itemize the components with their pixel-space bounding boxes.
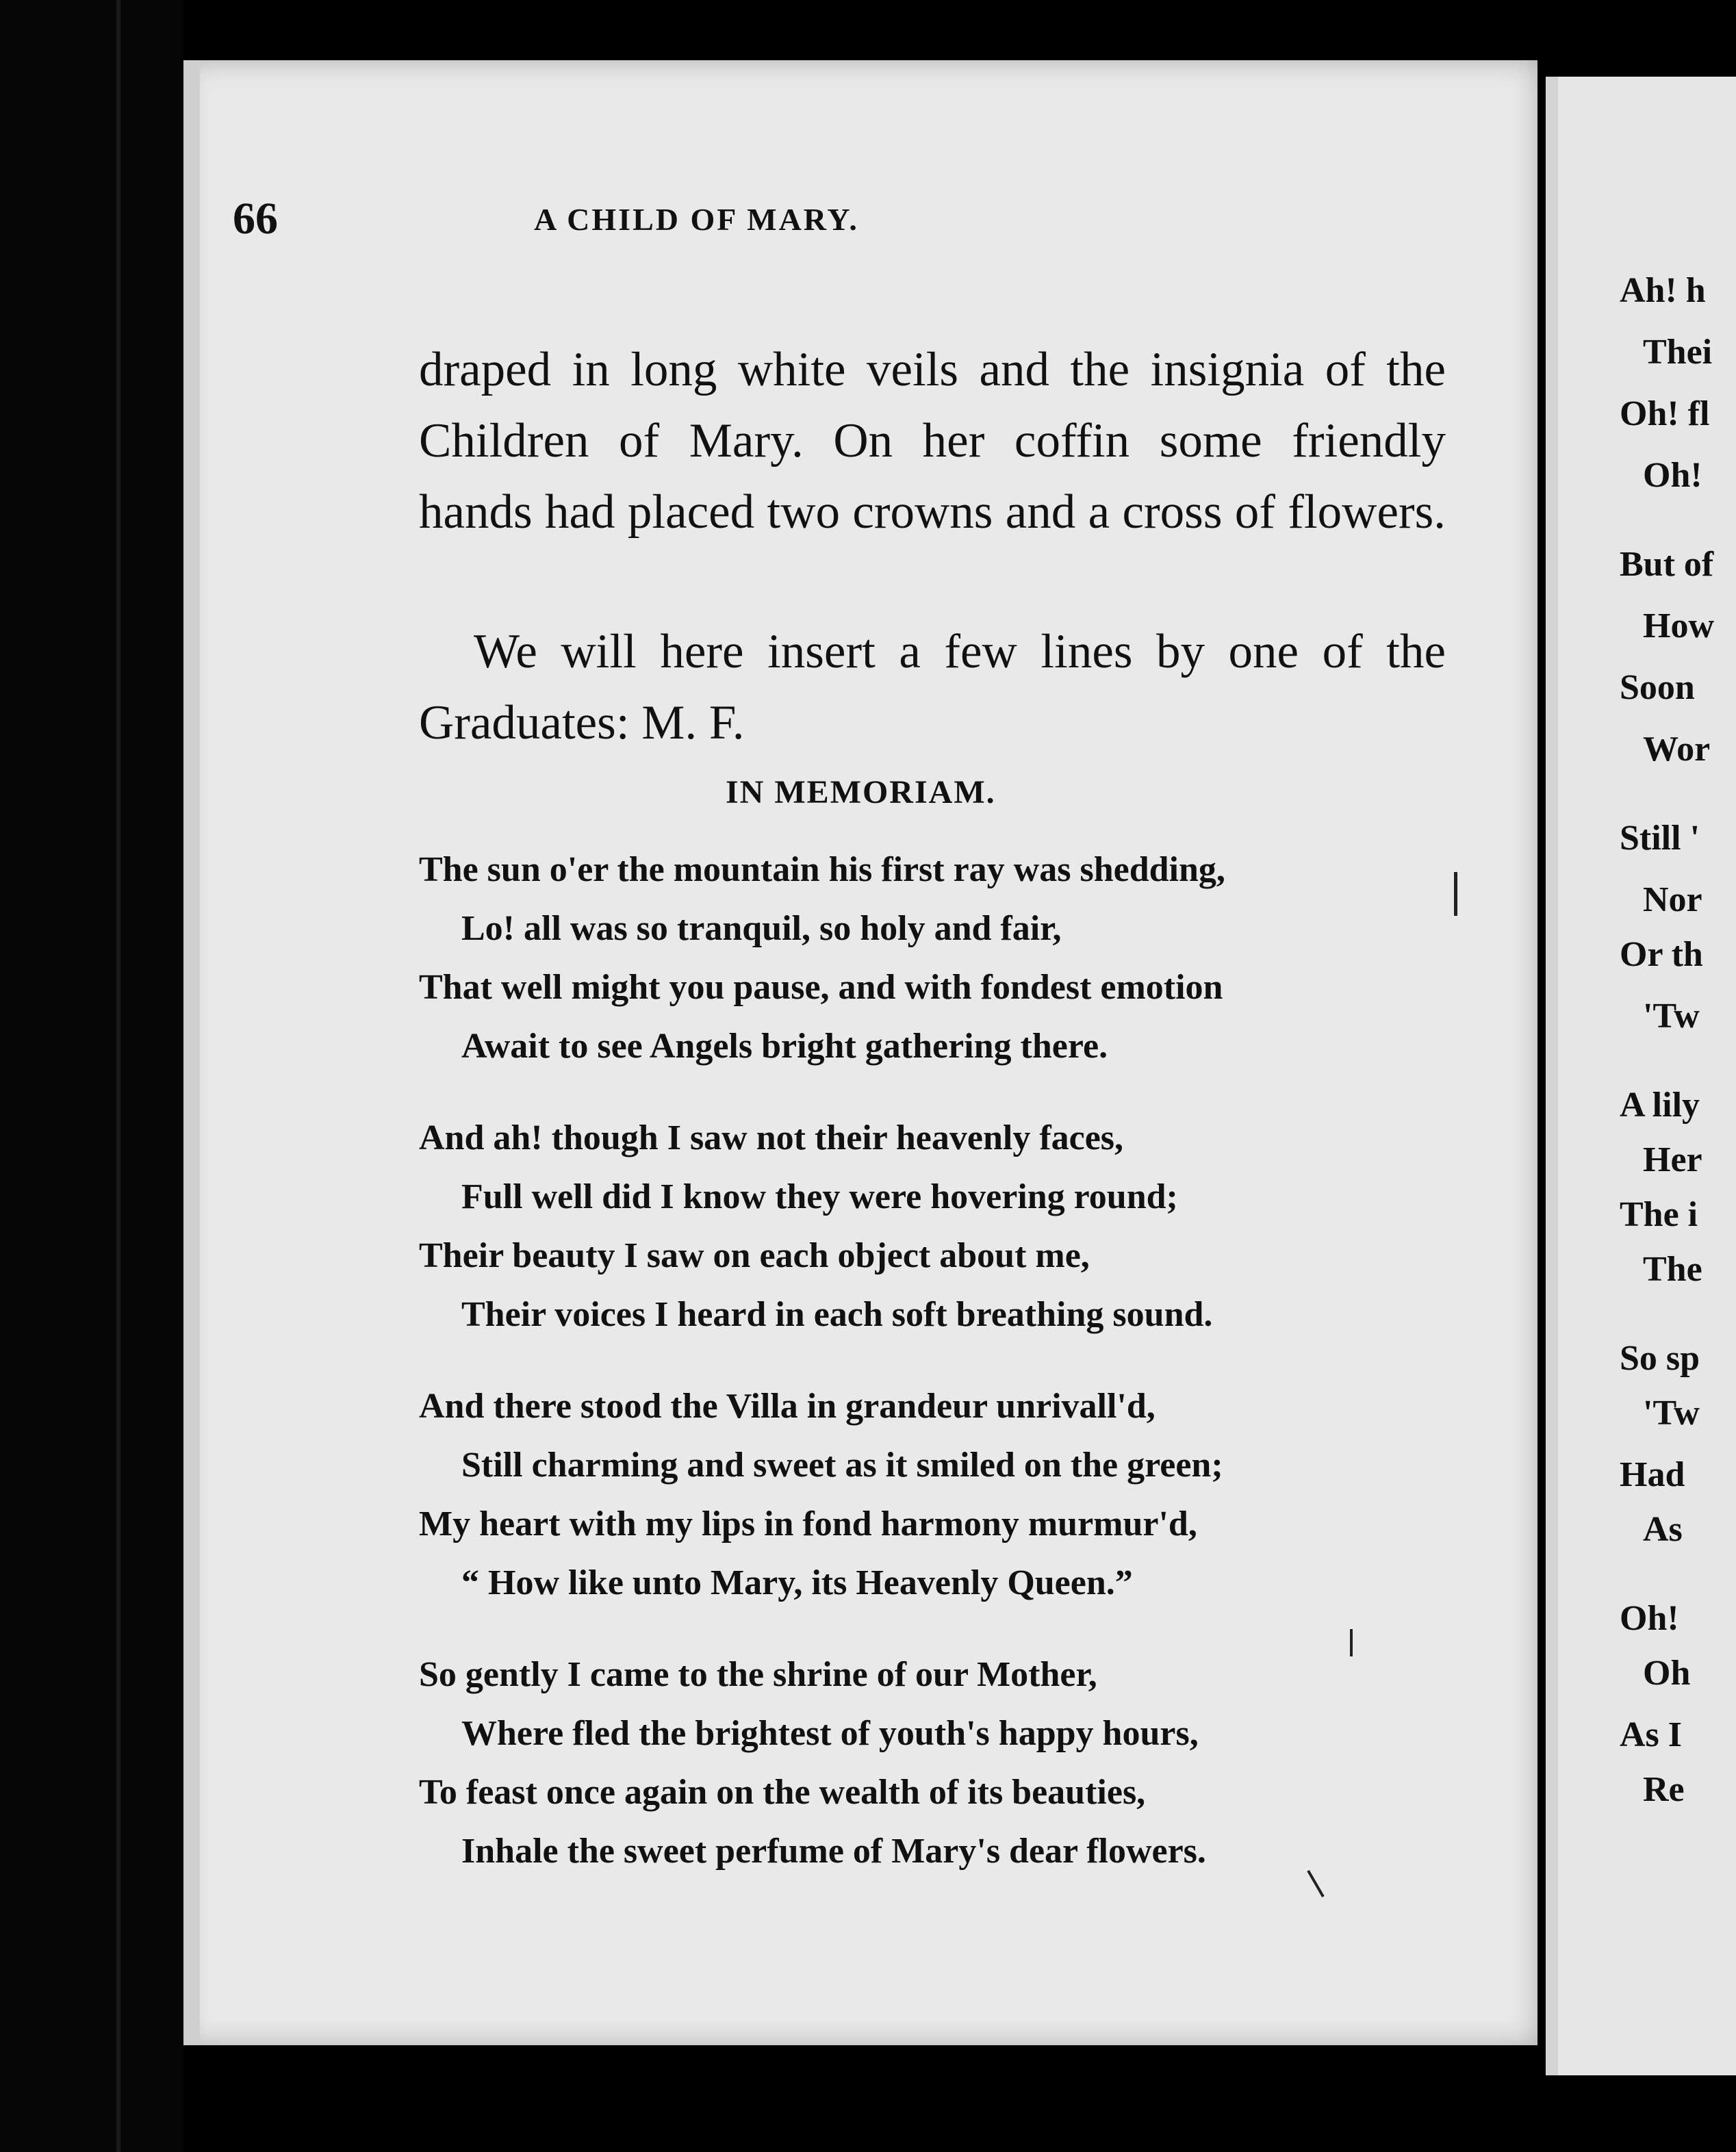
page-number: 66 [233, 194, 278, 244]
facing-page-line: Wor [1643, 730, 1711, 769]
facing-page-line: Thei [1643, 333, 1713, 372]
book-spine [0, 0, 183, 2152]
facing-page-edge [1546, 77, 1558, 2075]
facing-page-line: As I [1620, 1715, 1683, 1754]
verse-line: Inhale the sweet perfume of Mary's dear flowers. [461, 1832, 1206, 1871]
verse-line: And there stood the Villa in grandeur unrivall'd, [419, 1387, 1156, 1426]
facing-page-line: The i [1620, 1195, 1698, 1234]
stanza [419, 841, 1459, 1076]
verse-line: The sun o'er the mountain his first ray was shedding, [419, 850, 1225, 889]
verse-line: Await to see Angels bright gathering there. [461, 1027, 1108, 1066]
prose-paragraph-2-line-1: We will here insert a few lines by one of the [474, 625, 1446, 678]
facing-page-line: As [1643, 1510, 1683, 1549]
stanza [419, 1377, 1459, 1613]
verse-line: So gently I came to the shrine of our Mother, [419, 1655, 1097, 1694]
print-mark [1350, 1629, 1353, 1656]
facing-page-line: Her [1643, 1140, 1702, 1179]
facing-page-line: But of [1620, 545, 1714, 584]
facing-page [1546, 77, 1736, 2075]
facing-page-line: Ah! h [1620, 271, 1706, 310]
verse-line: Still charming and sweet as it smiled on the green; [461, 1446, 1223, 1485]
facing-page-line: Oh! [1643, 456, 1702, 495]
poem-title: IN MEMORIAM. [726, 774, 996, 810]
spine-edge [116, 0, 120, 2152]
verse-line: Where fled the brightest of youth's happy hours, [461, 1714, 1199, 1753]
facing-page-line: 'Tw [1643, 1394, 1700, 1433]
facing-page-line: How [1643, 606, 1714, 645]
print-mark [1454, 872, 1457, 916]
verse-line: Their beauty I saw on each object about me, [419, 1236, 1090, 1275]
facing-page-line: Had [1620, 1455, 1685, 1494]
facing-page-line: Or th [1620, 935, 1703, 974]
facing-page-line: Soon [1620, 668, 1695, 707]
facing-page-line: The [1643, 1250, 1702, 1289]
running-head [233, 193, 1599, 248]
verse-line: And ah! though I saw not their heavenly faces, [419, 1118, 1124, 1157]
verse-line: Full well did I know they were hovering round; [461, 1177, 1178, 1216]
stanza [419, 1109, 1459, 1344]
facing-page-line: Oh! [1620, 1599, 1679, 1638]
stanza [419, 1645, 1459, 1881]
facing-page-line: So sp [1620, 1339, 1700, 1378]
verse-line: “ How like unto Mary, its Heavenly Queen.” [461, 1563, 1133, 1602]
verse-line: That well might you pause, and with fondest emotion [419, 968, 1223, 1007]
facing-page-line: Oh [1643, 1654, 1691, 1693]
page-gutter-shadow [183, 60, 200, 2045]
running-title: A CHILD OF MARY. [534, 202, 859, 237]
facing-page-line: Still ' [1620, 819, 1700, 858]
facing-page-line: A lily [1620, 1086, 1700, 1125]
prose-paragraph-2 [419, 616, 1446, 758]
facing-page-line: Re [1643, 1770, 1685, 1809]
verse-line: Their voices I heard in each soft breathing sound. [461, 1295, 1213, 1334]
facing-page-line: Nor [1643, 880, 1702, 919]
verse-line: Lo! all was so tranquil, so holy and fair, [461, 909, 1062, 948]
prose-paragraph-1: draped in long white veils and the insignia of the Children of Mary. On her coffin some friendly hands had placed two crowns and a cross of flowers. [419, 343, 1446, 539]
verse-line: My heart with my lips in fond harmony murmur'd, [419, 1504, 1197, 1543]
prose-paragraph-2-line-2: Graduates: M. F. [419, 696, 745, 750]
poem [419, 841, 1459, 1914]
verse-line: To feast once again on the wealth of its beauties, [419, 1773, 1146, 1812]
facing-page-line: Oh! fl [1620, 394, 1710, 433]
facing-page-line: 'Tw [1643, 997, 1700, 1036]
